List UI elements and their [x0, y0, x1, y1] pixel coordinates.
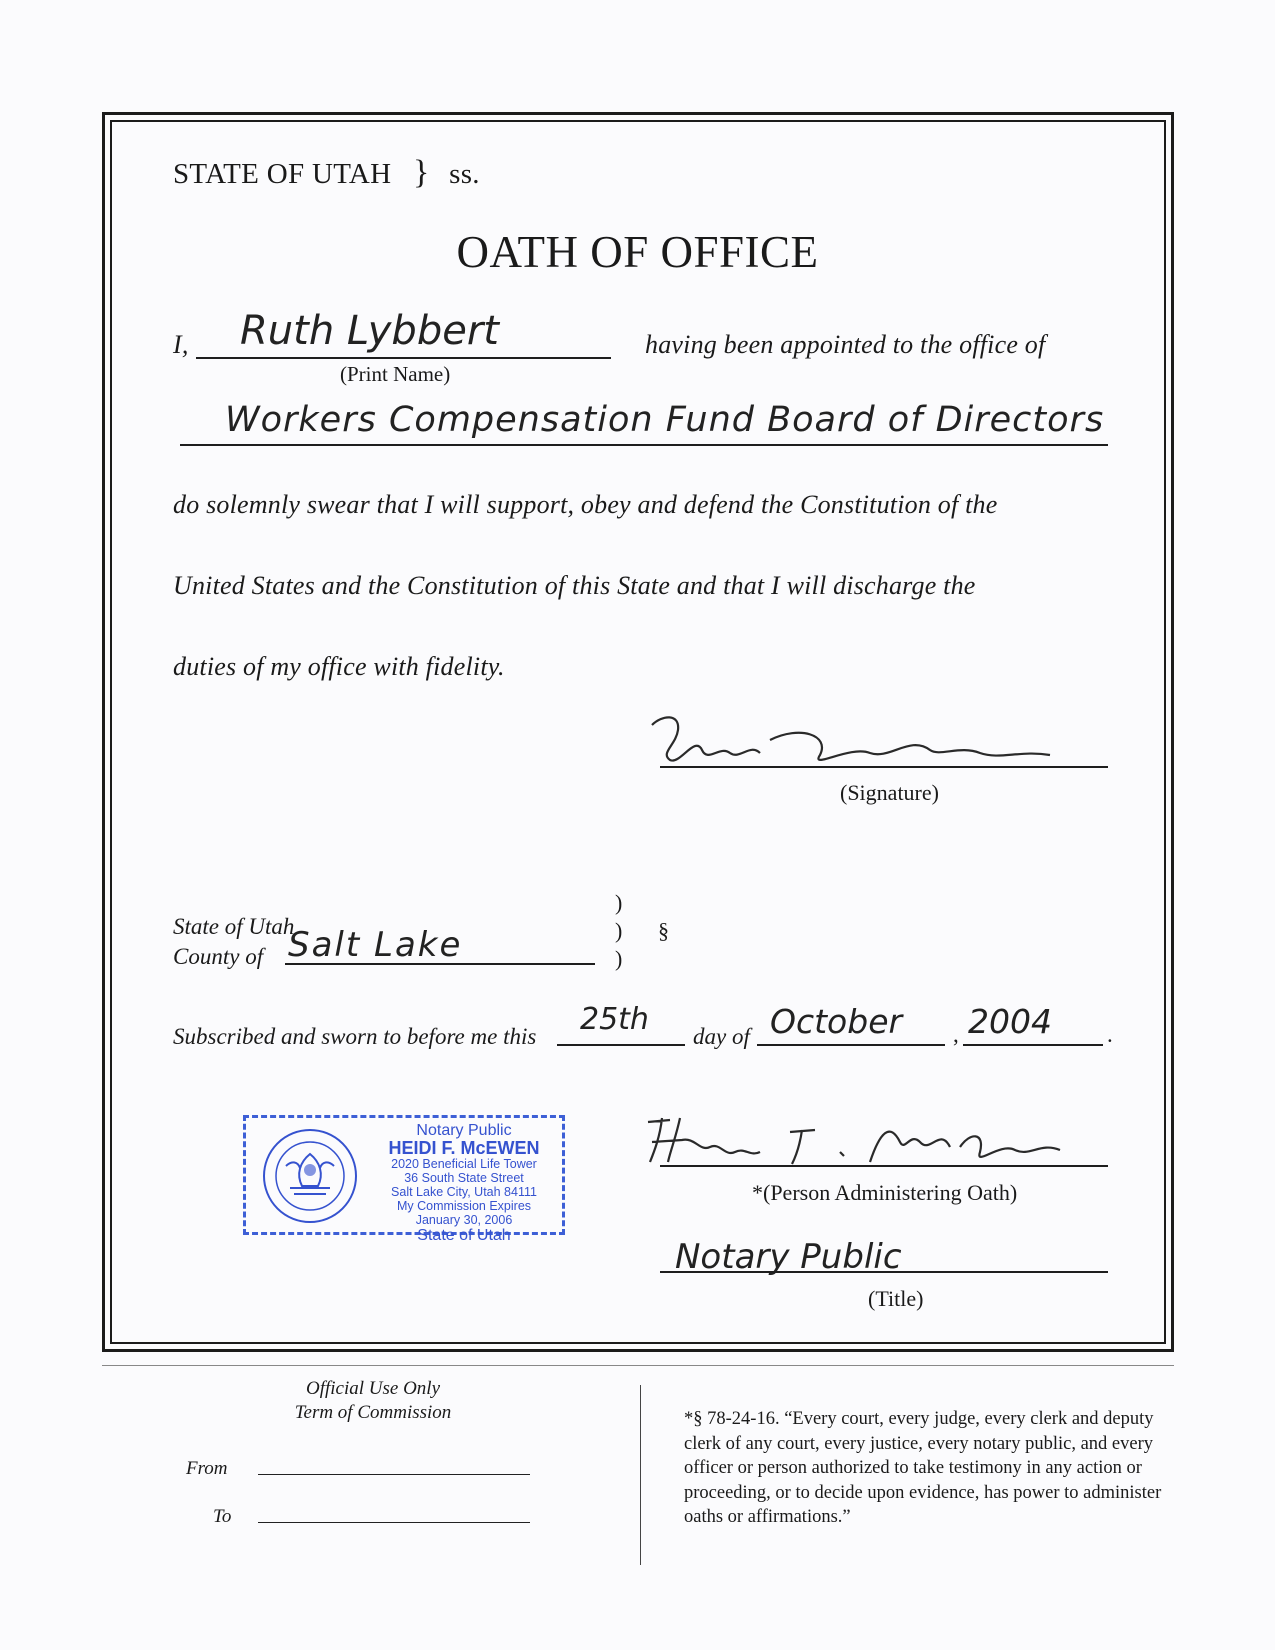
stamp-notary-name: HEIDI F. McEWEN: [388, 1138, 540, 1158]
section-symbol: §: [658, 918, 669, 943]
administrator-signature: [640, 1112, 1110, 1172]
to-line: [258, 1522, 530, 1523]
stamp-state: State of Utah: [417, 1227, 511, 1244]
day-line: [557, 1044, 685, 1046]
footer-divider: [640, 1385, 641, 1565]
handwritten-county: Salt Lake: [288, 925, 463, 965]
venue-paren-1: ): [615, 890, 623, 915]
stamp-address-3: Salt Lake City, Utah 84111: [391, 1185, 537, 1199]
year-line: [963, 1044, 1103, 1046]
footer-separator: [102, 1365, 1174, 1366]
title-label: (Title): [868, 1286, 924, 1311]
venue-state-label: State of Utah: [173, 914, 295, 939]
office-line: [180, 444, 1108, 446]
statute-footnote: *§ 78-24-16. “Every court, every judge, every clerk and deputy clerk of any court, every justice, every notary public, and every officer or person authorized to take testimony in any action or proceeding, or to decide upon evidence, has power to administer oaths or affirmations.”: [684, 1409, 1162, 1527]
administrator-line: [660, 1165, 1108, 1167]
pronoun-i: I,: [173, 330, 189, 359]
handwritten-name: Ruth Lybbert: [240, 308, 499, 354]
handwritten-year: 2004: [968, 1002, 1052, 1041]
handwritten-month: October: [770, 1002, 903, 1041]
title-line: [660, 1271, 1108, 1273]
handwritten-title: Notary Public: [675, 1237, 902, 1277]
stamp-address-1: 2020 Beneficial Life Tower: [391, 1157, 537, 1171]
oath-signature: [640, 705, 1080, 780]
official-use-label: Official Use Only: [305, 1378, 441, 1399]
signature-line: [660, 766, 1108, 768]
signature-label: (Signature): [840, 780, 939, 805]
stamp-address-2: 36 South State Street: [404, 1171, 524, 1185]
date-comma: ,: [953, 1022, 959, 1047]
appointment-text: having been appointed to the office of: [645, 330, 1046, 359]
stamp-commission-label: My Commission Expires: [396, 1199, 532, 1213]
print-name-line: [196, 357, 611, 359]
handwritten-office: Workers Compensation Fund Board of Directors: [225, 400, 1105, 440]
oath-line-3: duties of my office with fidelity.: [173, 652, 505, 681]
term-of-commission-label: Term of Commission: [294, 1402, 452, 1423]
from-line: [258, 1474, 530, 1475]
day-of-text: day of: [693, 1024, 750, 1049]
administrator-label: *(Person Administering Oath): [752, 1180, 1018, 1205]
venue-county-label: County of: [173, 944, 264, 969]
month-line: [757, 1044, 945, 1046]
oath-line-2: United States and the Constitution of this State and that I will discharge the: [173, 571, 976, 600]
from-label: From: [186, 1458, 228, 1479]
document-title: OATH OF OFFICE: [456, 227, 819, 277]
oath-line-1: do solemnly swear that I will support, obey and defend the Constitution of the: [173, 490, 998, 519]
stamp-notary-public: Notary Public: [416, 1122, 512, 1139]
state-seal-icon: [260, 1126, 360, 1226]
subscribed-text: Subscribed and sworn to before me this: [173, 1024, 537, 1049]
date-period: .: [1107, 1022, 1113, 1047]
to-label: To: [213, 1506, 232, 1527]
notary-stamp: [243, 1115, 565, 1244]
handwritten-day: 25th: [580, 1002, 649, 1037]
stamp-commission-date: January 30, 2006: [415, 1213, 513, 1227]
venue-paren-2: ): [615, 918, 623, 943]
print-name-label: (Print Name): [340, 362, 451, 386]
state-header: STATE OF UTAH } ss.: [173, 154, 480, 191]
venue-paren-3: ): [615, 946, 623, 971]
